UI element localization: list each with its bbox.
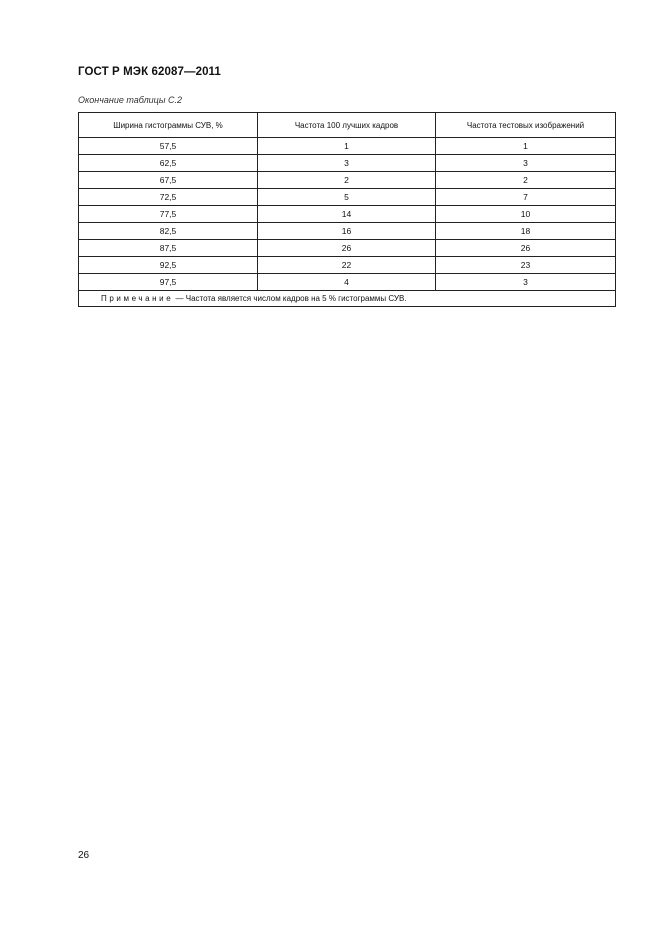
page-number: 26 xyxy=(78,850,90,861)
data-table xyxy=(78,112,616,307)
document-header: ГОСТ Р МЭК 62087—2011 xyxy=(78,66,221,78)
table-cell: 92,5 xyxy=(79,257,258,274)
table-cell: 57,5 xyxy=(79,138,258,155)
table-cell: 14 xyxy=(258,206,436,223)
table-cell: 26 xyxy=(258,240,436,257)
table-row xyxy=(79,223,616,240)
table-cell: 4 xyxy=(258,274,436,291)
table-row xyxy=(79,257,616,274)
table-row xyxy=(79,138,616,155)
table-cell: 22 xyxy=(258,257,436,274)
table-note xyxy=(79,291,616,307)
table-header-row xyxy=(79,113,616,138)
table-cell: 3 xyxy=(258,155,436,172)
table-row xyxy=(79,172,616,189)
table-note-row xyxy=(79,291,616,307)
table-cell: 10 xyxy=(436,206,616,223)
table-cell: 77,5 xyxy=(79,206,258,223)
table-cell: 72,5 xyxy=(79,189,258,206)
table-cell: 3 xyxy=(436,274,616,291)
table-row xyxy=(79,189,616,206)
table-cell: 2 xyxy=(436,172,616,189)
note-text: — Частота является числом кадров на 5 % гистограммы СУВ. xyxy=(173,294,407,303)
table-cell: 3 xyxy=(436,155,616,172)
table-cell: 87,5 xyxy=(79,240,258,257)
table-row xyxy=(79,274,616,291)
table-cell: 23 xyxy=(436,257,616,274)
column-header-histogram-width: Ширина гистограммы СУВ, % xyxy=(79,113,258,138)
table-cell: 5 xyxy=(258,189,436,206)
table-cell: 62,5 xyxy=(79,155,258,172)
column-header-test-images-frequency: Частота тестовых изображений xyxy=(436,113,616,138)
table-cell: 26 xyxy=(436,240,616,257)
table-cell: 82,5 xyxy=(79,223,258,240)
table-cell: 7 xyxy=(436,189,616,206)
table-cell: 1 xyxy=(436,138,616,155)
table-caption: Окончание таблицы С.2 xyxy=(78,95,182,105)
table-cell: 1 xyxy=(258,138,436,155)
column-header-top-frames-frequency: Частота 100 лучших кадров xyxy=(258,113,436,138)
table-cell: 2 xyxy=(258,172,436,189)
table-cell: 18 xyxy=(436,223,616,240)
table-row xyxy=(79,206,616,223)
table-row xyxy=(79,155,616,172)
note-label: Примечание xyxy=(101,294,174,303)
table-row xyxy=(79,240,616,257)
table-cell: 97,5 xyxy=(79,274,258,291)
table-cell: 67,5 xyxy=(79,172,258,189)
table-cell: 16 xyxy=(258,223,436,240)
